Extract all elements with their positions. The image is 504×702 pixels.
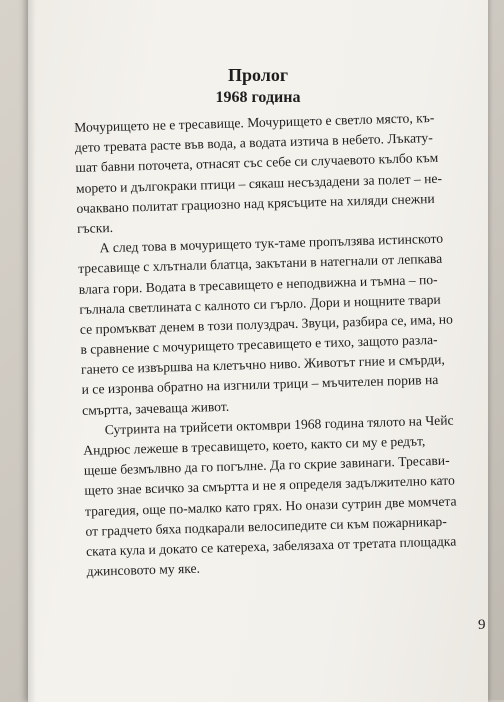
text-line: тресавище с хлътнали блатца, закътани в натегнали от лепкава <box>78 251 443 277</box>
text-line: морето и дългокраки птици – сякаш несъздадени за полет – не- <box>75 170 443 196</box>
chapter-subtitle: 1968 година <box>215 89 301 106</box>
text-line: щето знае всичко за смъртта и не я определя задължително като <box>84 472 456 499</box>
text-line: джинсовото му яке. <box>86 560 201 579</box>
text-line: гъски. <box>76 219 114 236</box>
text-line: ската кула и докато се катереха, забелязаха от третата площадка <box>85 533 457 559</box>
text-line: шат бавни поточета, отнасят със себе си случаевото кълбо към <box>75 150 439 176</box>
text-line: гането се извършва на клетъчно ниво. Животът гние и смърди, <box>80 351 445 378</box>
text-line: в сравнение с мочурището тресавището е тихо, защото разла- <box>80 332 438 357</box>
text-line: А след това в мочурището тук-таме пропълзява истинското <box>99 230 444 256</box>
text-line: се промъкват денем в този полуздрач. Звуци, разбира се, има, но <box>79 311 454 337</box>
text-line: Мочурището не е тресавище. Мочурището е светло място, къ- <box>74 109 435 135</box>
text-line: и се изронва обратно на изгнили трици – мъчителен порив на <box>81 372 439 398</box>
chapter-title: Пролог <box>227 65 289 85</box>
text-line: трагедия, още по-малко като грях. Но онази сутрин две момчета <box>84 493 457 519</box>
body-text <box>74 107 487 582</box>
text-line: смъртта, зачеваща живот. <box>81 398 230 418</box>
page-number: 9 <box>478 617 486 633</box>
text-line: Сутринта на трийсети октомври 1968 година тялото на Чейс <box>104 412 454 438</box>
text-line: щеше безмълвно да го погълне. Да го скрие завинаги. Тресави- <box>83 452 450 479</box>
text-line: гълнала светлината с калното си гърло. Дори и нощните твари <box>79 291 441 317</box>
book-page <box>28 0 488 702</box>
text-line: влага гори. Водата в тресавището е неподвижна и тъмна – по- <box>78 271 438 297</box>
text-line: от градчето бяха подкарали велосипедите си към пожарникар- <box>85 513 447 539</box>
text-line: Андрюс лежеше в тресавището, което, както си му е редът, <box>83 433 426 458</box>
text-line: очаквано политат грациозно над крясъците на хиляди снежни <box>76 190 435 216</box>
text-line: дето тревата расте във вода, а водата изтича в небето. Лъкату- <box>74 130 433 156</box>
